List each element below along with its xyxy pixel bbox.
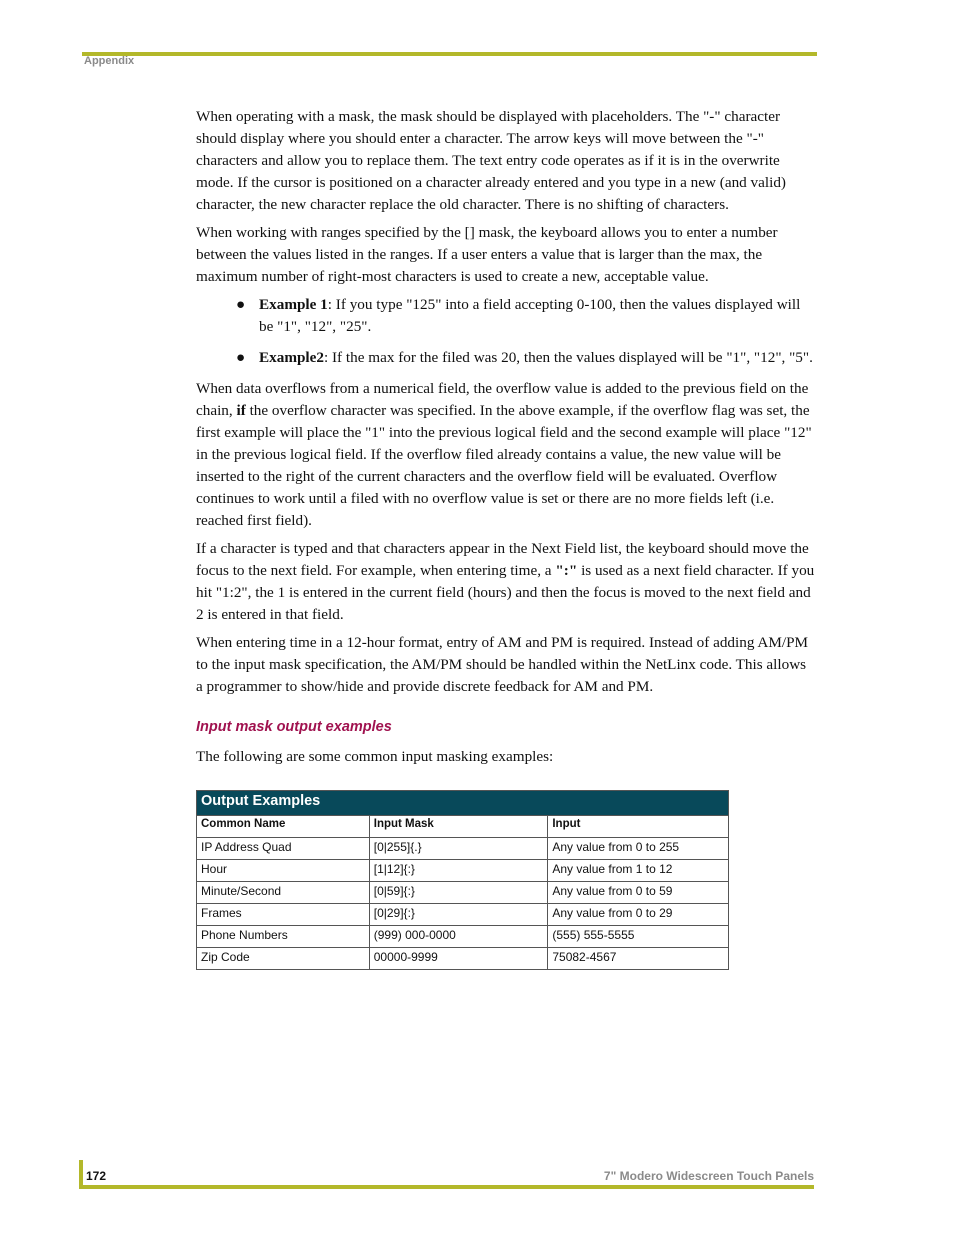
text-run: the overflow character was specified. In the above example, if the overflow flag was set, the first example will place the "1" into the previous logical field and the second example will place "12" in the previous logical field. If the overflow filed already contains a value, the new value will be inserted to the right of the current characters and the overflow field will be evaluated. Overflow continues to work until a filed with no overflow value is set or there are no more fields left (i.e. reached first field). <box>196 402 812 529</box>
table-cell: Zip Code <box>197 948 370 970</box>
table-row <box>197 860 729 882</box>
page-number: 172 <box>86 1169 107 1183</box>
list-item <box>196 294 816 338</box>
paragraph-ranges: When working with ranges specified by the [] mask, the keyboard allows you to enter a number between the values listed in the ranges. If a user enters a value that is larger than the max, the maximum number of right-most characters is used to create a new, acceptable value. <box>196 224 778 285</box>
paragraph-mask-placeholders: When operating with a mask, the mask should be displayed with placeholders. The "-" character should display where you should enter a character. The arrow keys will move between the "-" characters and allow you to replace them. The text entry code operates as if it is in the overwrite mode. If the cursor is positioned on a character already entered and you type in a new (and valid) character, the new character replace the old character. There is no shifting of characters. <box>196 108 786 213</box>
table-cell: (999) 000-0000 <box>369 926 548 948</box>
table-cell: [0|59]{:} <box>369 882 548 904</box>
table-cell: [0|29]{:} <box>369 904 548 926</box>
bold-run: ":" <box>555 562 578 579</box>
table-row <box>197 948 729 970</box>
bullet-icon: ● <box>236 296 246 313</box>
example-label: Example2 <box>259 349 324 366</box>
column-header: Input <box>548 816 729 838</box>
list-item <box>196 347 816 369</box>
footer-title: 7" Modero Widescreen Touch Panels <box>603 1169 814 1183</box>
table-cell: IP Address Quad <box>197 838 370 860</box>
table-cell: 00000-9999 <box>369 948 548 970</box>
table-cell: [0|255]{.} <box>369 838 548 860</box>
example-text: : If you type "125" into a field accepting 0-100, then the values displayed will be "1", "12", "25". <box>259 296 801 335</box>
table-cell: Phone Numbers <box>197 926 370 948</box>
text-run: When data overflows from a numerical field, the overflow value is added to the previous field on the chain, <box>196 380 809 419</box>
column-header: Common Name <box>197 816 370 838</box>
table-row <box>197 882 729 904</box>
paragraph-next-field <box>196 538 816 626</box>
table-row <box>197 926 729 948</box>
paragraph-overflow <box>196 378 816 532</box>
bullet-icon: ● <box>236 349 246 366</box>
example-text: : If the max for the filed was 20, then the values displayed will be "1", "12", "5". <box>323 349 813 366</box>
table-cell: Hour <box>197 860 370 882</box>
bold-run: if <box>236 402 246 419</box>
table-cell: Any value from 0 to 29 <box>548 904 729 926</box>
table-cell: Any value from 0 to 255 <box>548 838 729 860</box>
section-heading: Input mask output examples <box>196 719 392 735</box>
table-cell: (555) 555-5555 <box>548 926 729 948</box>
body-content <box>196 106 816 774</box>
text-run: If a character is typed and that characters appear in the Next Field list, the keyboard should move the focus to the next field. For example, when entering time, a <box>196 540 809 579</box>
example-label: Example 1 <box>259 296 328 313</box>
table-cell: Any value from 0 to 59 <box>548 882 729 904</box>
table-cell: 75082-4567 <box>548 948 729 970</box>
examples-list <box>196 294 816 369</box>
table-cell: Any value from 1 to 12 <box>548 860 729 882</box>
table-title: Output Examples <box>197 791 729 816</box>
paragraph-table-intro: The following are some common input masking examples: <box>196 748 554 765</box>
output-examples-table <box>196 790 729 970</box>
running-header: Appendix <box>84 55 135 67</box>
table-cell: Frames <box>197 904 370 926</box>
footer-rule <box>82 1185 814 1189</box>
text-run: is used as a next field character. If you hit "1:2", the 1 is entered in the current field (hours) and then the focus is moved to the next field and 2 is entered in that field. <box>196 562 815 623</box>
table-row <box>197 904 729 926</box>
column-header: Input Mask <box>369 816 548 838</box>
table-row <box>197 838 729 860</box>
header-rule <box>82 52 817 56</box>
table-cell: [1|12]{:} <box>369 860 548 882</box>
table-cell: Minute/Second <box>197 882 370 904</box>
paragraph-am-pm: When entering time in a 12-hour format, entry of AM and PM is required. Instead of adding AM/PM to the input mask specification, the AM/PM should be handled within the NetLinx code. This allows a programmer to show/hide and provide discrete feedback for AM and PM. <box>196 634 809 695</box>
